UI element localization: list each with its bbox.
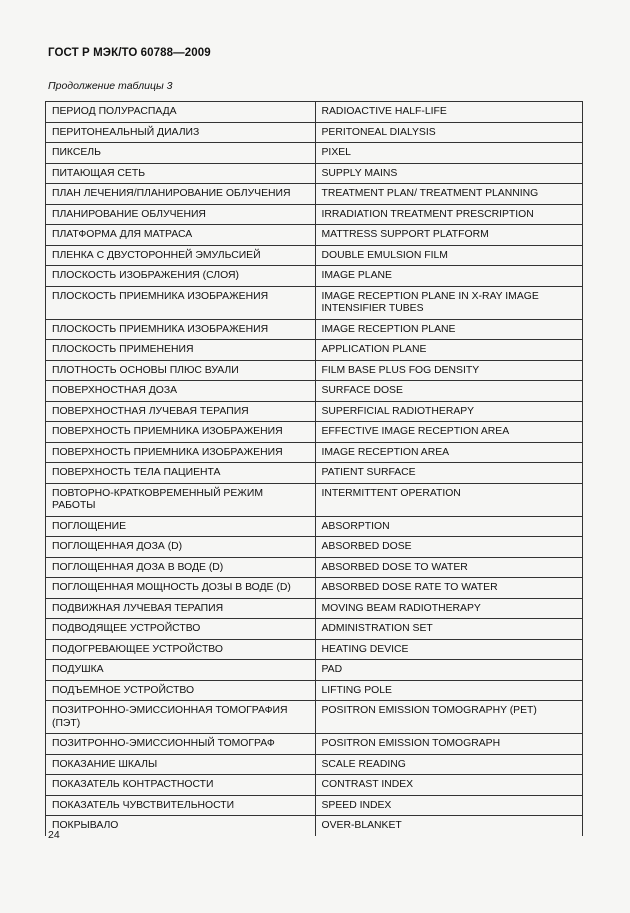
term-english: ADMINISTRATION SET — [315, 619, 583, 640]
term-russian: ПОКАЗАТЕЛЬ ЧУВСТВИТЕЛЬНОСТИ — [46, 795, 316, 816]
term-russian: ПОДВИЖНАЯ ЛУЧЕВАЯ ТЕРАПИЯ — [46, 598, 316, 619]
table-row — [46, 266, 583, 287]
term-english: PIXEL — [315, 143, 583, 164]
term-english: SCALE READING — [315, 754, 583, 775]
term-english: EFFECTIVE IMAGE RECEPTION AREA — [315, 422, 583, 443]
term-russian: ПЛАТФОРМА ДЛЯ МАТРАСА — [46, 225, 316, 246]
term-russian: ПОДОГРЕВАЮЩЕЕ УСТРОЙСТВО — [46, 639, 316, 660]
term-russian: ПЛОТНОСТЬ ОСНОВЫ ПЛЮС ВУАЛИ — [46, 360, 316, 381]
table-row — [46, 483, 583, 516]
term-russian: ПЛЕНКА С ДВУСТОРОННЕЙ ЭМУЛЬСИЕЙ — [46, 245, 316, 266]
term-russian: ПЕРИОД ПОЛУРАСПАДА — [46, 102, 316, 123]
term-russian: ПЕРИТОНЕАЛЬНЫЙ ДИАЛИЗ — [46, 122, 316, 143]
term-english: APPLICATION PLANE — [315, 340, 583, 361]
term-english: PERITONEAL DIALYSIS — [315, 122, 583, 143]
term-russian: ПОВЕРХНОСТНАЯ ДОЗА — [46, 381, 316, 402]
term-russian: ПОВЕРХНОСТЬ ПРИЕМНИКА ИЗОБРАЖЕНИЯ — [46, 442, 316, 463]
table-row — [46, 422, 583, 443]
term-russian: ПОГЛОЩЕННАЯ МОЩНОСТЬ ДОЗЫ В ВОДЕ (D) — [46, 578, 316, 599]
term-russian: ПОГЛОЩЕННАЯ ДОЗА В ВОДЕ (D) — [46, 557, 316, 578]
table-row — [46, 639, 583, 660]
table-row — [46, 557, 583, 578]
table-row — [46, 225, 583, 246]
table-row — [46, 163, 583, 184]
terms-table — [45, 101, 583, 836]
term-russian: ПОЗИТРОННО-ЭМИССИОННЫЙ ТОМОГРАФ — [46, 734, 316, 755]
table-row — [46, 816, 583, 836]
table-row — [46, 537, 583, 558]
term-russian: ПЛОСКОСТЬ ПРИЕМНИКА ИЗОБРАЖЕНИЯ — [46, 286, 316, 319]
term-english: IMAGE RECEPTION PLANE IN X-RAY IMAGE INTENSIFIER TUBES — [315, 286, 583, 319]
table-row — [46, 442, 583, 463]
term-russian: ПОДУШКА — [46, 660, 316, 681]
term-russian: ПИКСЕЛЬ — [46, 143, 316, 164]
term-russian: ПОВЕРХНОСТНАЯ ЛУЧЕВАЯ ТЕРАПИЯ — [46, 401, 316, 422]
document-header: ГОСТ Р МЭК/ТО 60788—2009 — [48, 47, 211, 59]
term-english: ABSORBED DOSE RATE TO WATER — [315, 578, 583, 599]
term-russian: ПОВЕРХНОСТЬ ТЕЛА ПАЦИЕНТА — [46, 463, 316, 484]
table-row — [46, 734, 583, 755]
table-row — [46, 680, 583, 701]
page-number: 24 — [48, 829, 60, 841]
term-english: IMAGE RECEPTION PLANE — [315, 319, 583, 340]
term-english: SUPERFICIAL RADIOTHERAPY — [315, 401, 583, 422]
term-english: SUPPLY MAINS — [315, 163, 583, 184]
table-row — [46, 578, 583, 599]
term-russian: ПЛАН ЛЕЧЕНИЯ/ПЛАНИРОВАНИЕ ОБЛУЧЕНИЯ — [46, 184, 316, 205]
term-english: IMAGE RECEPTION AREA — [315, 442, 583, 463]
term-russian: ПОГЛОЩЕНИЕ — [46, 516, 316, 537]
term-russian: ПЛОСКОСТЬ ИЗОБРАЖЕНИЯ (СЛОЯ) — [46, 266, 316, 287]
term-english: LIFTING POLE — [315, 680, 583, 701]
table-caption: Продолжение таблицы 3 — [48, 80, 173, 92]
table-row — [46, 598, 583, 619]
table-row — [46, 401, 583, 422]
term-english: SPEED INDEX — [315, 795, 583, 816]
term-english: IMAGE PLANE — [315, 266, 583, 287]
term-english: POSITRON EMISSION TOMOGRAPHY (PET) — [315, 701, 583, 734]
table-row — [46, 204, 583, 225]
term-russian: ПОДВОДЯЩЕЕ УСТРОЙСТВО — [46, 619, 316, 640]
table-row — [46, 754, 583, 775]
term-english: MOVING BEAM RADIOTHERAPY — [315, 598, 583, 619]
term-russian: ПЛАНИРОВАНИЕ ОБЛУЧЕНИЯ — [46, 204, 316, 225]
term-russian: ПОКАЗАТЕЛЬ КОНТРАСТНОСТИ — [46, 775, 316, 796]
term-english: MATTRESS SUPPORT PLATFORM — [315, 225, 583, 246]
table-row — [46, 143, 583, 164]
term-russian: ПОЗИТРОННО-ЭМИССИОННАЯ ТОМОГРАФИЯ (ПЭТ) — [46, 701, 316, 734]
term-russian: ПОГЛОЩЕННАЯ ДОЗА (D) — [46, 537, 316, 558]
term-english: ABSORBED DOSE TO WATER — [315, 557, 583, 578]
table-row — [46, 184, 583, 205]
table-row — [46, 795, 583, 816]
term-russian: ПЛОСКОСТЬ ПРИЕМНИКА ИЗОБРАЖЕНИЯ — [46, 319, 316, 340]
terms-table-body — [46, 102, 583, 836]
table-row — [46, 122, 583, 143]
table-row — [46, 701, 583, 734]
term-english: IRRADIATION TREATMENT PRESCRIPTION — [315, 204, 583, 225]
term-english: FILM BASE PLUS FOG DENSITY — [315, 360, 583, 381]
term-english: CONTRAST INDEX — [315, 775, 583, 796]
term-english: OVER-BLANKET — [315, 816, 583, 836]
term-english: HEATING DEVICE — [315, 639, 583, 660]
table-row — [46, 245, 583, 266]
table-row — [46, 286, 583, 319]
term-russian: ПОВЕРХНОСТЬ ПРИЕМНИКА ИЗОБРАЖЕНИЯ — [46, 422, 316, 443]
term-english: ABSORBED DOSE — [315, 537, 583, 558]
table-row — [46, 102, 583, 123]
term-russian: ПЛОСКОСТЬ ПРИМЕНЕНИЯ — [46, 340, 316, 361]
term-russian: ПИТАЮЩАЯ СЕТЬ — [46, 163, 316, 184]
term-russian: ПОКАЗАНИЕ ШКАЛЫ — [46, 754, 316, 775]
term-english: TREATMENT PLAN/ TREATMENT PLANNING — [315, 184, 583, 205]
table-row — [46, 619, 583, 640]
term-english: PATIENT SURFACE — [315, 463, 583, 484]
table-row — [46, 516, 583, 537]
table-row — [46, 775, 583, 796]
table-row — [46, 340, 583, 361]
term-english: PAD — [315, 660, 583, 681]
table-row — [46, 660, 583, 681]
term-english: SURFACE DOSE — [315, 381, 583, 402]
term-english: DOUBLE EMULSION FILM — [315, 245, 583, 266]
table-row — [46, 463, 583, 484]
term-english: POSITRON EMISSION TOMOGRAPH — [315, 734, 583, 755]
table-row — [46, 381, 583, 402]
term-english: INTERMITTENT OPERATION — [315, 483, 583, 516]
term-russian: ПОКРЫВАЛО — [46, 816, 316, 836]
table-row — [46, 360, 583, 381]
term-russian: ПОДЪЕМНОЕ УСТРОЙСТВО — [46, 680, 316, 701]
term-english: ABSORPTION — [315, 516, 583, 537]
term-english: RADIOACTIVE HALF-LIFE — [315, 102, 583, 123]
table-row — [46, 319, 583, 340]
term-russian: ПОВТОРНО-КРАТКОВРЕМЕННЫЙ РЕЖИМ РАБОТЫ — [46, 483, 316, 516]
